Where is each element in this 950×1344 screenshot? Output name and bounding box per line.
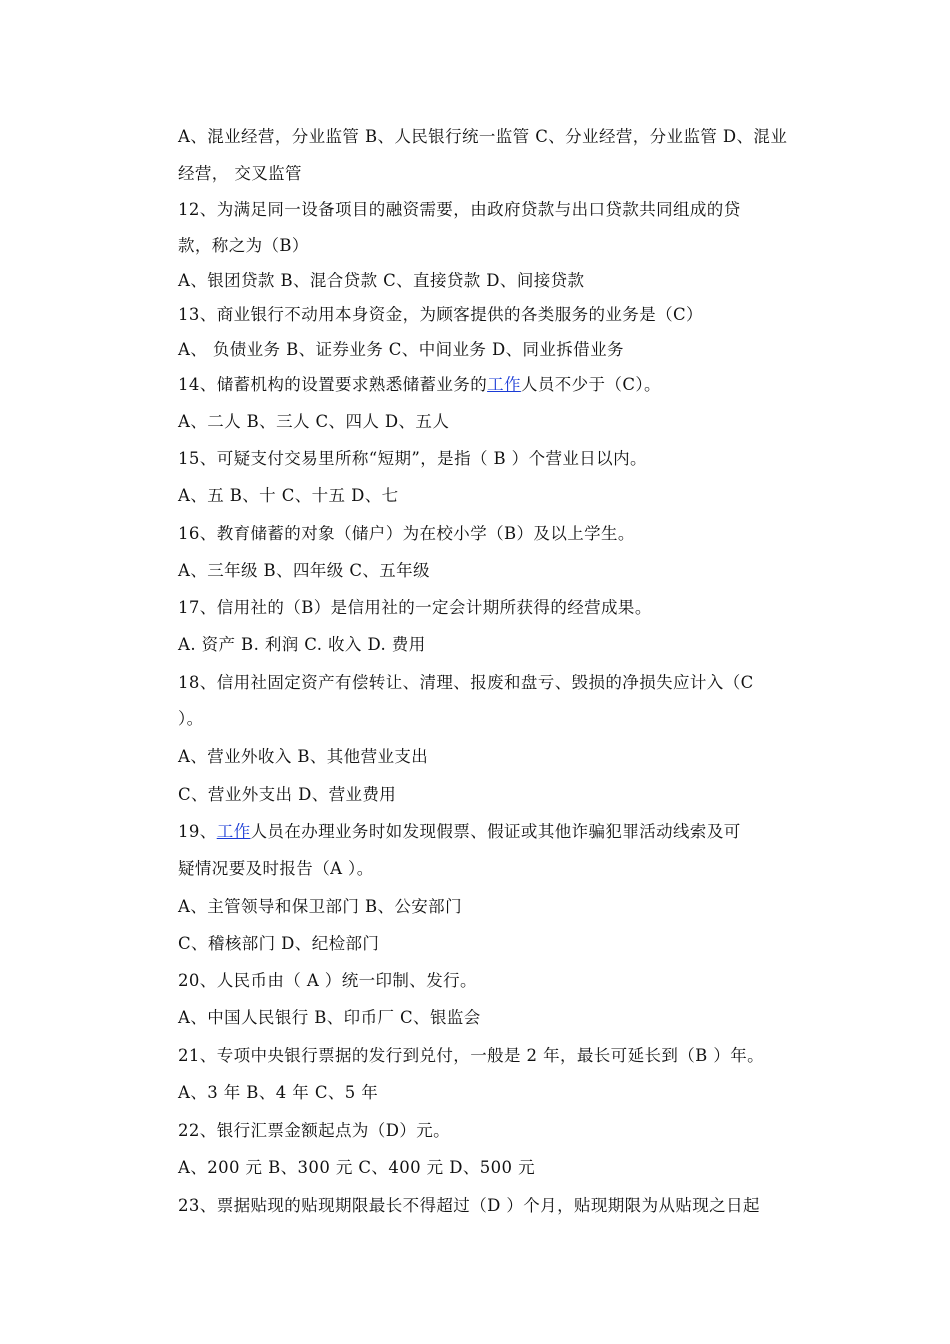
options-17: A. 资产 B. 利润 C. 收入 D. 费用 (178, 635, 426, 654)
question-12: 12、为满足同一设备项目的融资需要，由政府贷款与出口贷款共同组成的贷 (178, 200, 741, 219)
question-21: 21、专项中央银行票据的发行到兑付，一般是 2 年，最长可延长到（B ）年。 (178, 1046, 765, 1065)
text-line: 经营， 交叉监管 (178, 164, 302, 183)
options-16: A、三年级 B、四年级 C、五年级 (178, 561, 430, 580)
question-16: 16、教育储蓄的对象（储户）为在校小学（B）及以上学生。 (178, 524, 635, 543)
question-17: 17、信用社的（B）是信用社的一定会计期所获得的经营成果。 (178, 598, 652, 617)
text-segment: 14、储蓄机构的设置要求熟悉储蓄业务的 (178, 375, 488, 394)
options-14: A、二人 B、三人 C、四人 D、五人 (178, 412, 450, 431)
question-18: 18、信用社固定资产有偿转让、清理、报废和盘亏、毁损的净损失应计入（C (178, 673, 754, 692)
options-18-a: A、营业外收入 B、其他营业支出 (178, 747, 429, 766)
work-link[interactable]: 工作 (216, 822, 251, 841)
work-link[interactable]: 工作 (487, 375, 521, 394)
options-15: A、五 B、十 C、十五 D、七 (178, 486, 399, 505)
question-14 (178, 374, 818, 396)
text-line: 款，称之为（B） (178, 236, 309, 255)
question-22: 22、银行汇票金额起点为（D）元。 (178, 1121, 451, 1140)
text-line: 疑情况要及时报告（A ）。 (178, 859, 374, 878)
options-19-a: A、主管领导和保卫部门 B、公安部门 (178, 897, 462, 916)
options-22: A、200 元 B、300 元 C、400 元 D、500 元 (178, 1158, 535, 1177)
text-line: A、混业经营，分业监管 B、人民银行统一监管 C、分业经营，分业监管 D、混业 (178, 127, 788, 146)
options-13: A、 负债业务 B、证券业务 C、中间业务 D、同业拆借业务 (178, 340, 624, 359)
options-19-c: C、稽核部门 D、纪检部门 (178, 934, 380, 953)
question-13: 13、商业银行不动用本身资金，为顾客提供的各类服务的业务是（C） (178, 305, 703, 324)
options-20: A、中国人民银行 B、印币厂 C、银监会 (178, 1008, 481, 1027)
question-19 (178, 821, 818, 843)
text-segment: 人员不少于（C）。 (520, 375, 661, 394)
options-21: A、3 年 B、4 年 C、5 年 (178, 1083, 379, 1102)
question-23: 23、票据贴现的贴现期限最长不得超过（D ）个月，贴现期限为从贴现之日起 (178, 1196, 760, 1215)
question-15: 15、可疑支付交易里所称“短期”，是指（ B ）个营业日以内。 (178, 449, 647, 468)
options-12: A、银团贷款 B、混合贷款 C、直接贷款 D、间接贷款 (178, 271, 585, 290)
question-20: 20、人民币由（ A ）统一印制、发行。 (178, 971, 477, 990)
text-segment: 人员在办理业务时如发现假票、假证或其他诈骗犯罪活动线索及可 (250, 822, 741, 841)
text-segment: 19、 (178, 822, 217, 841)
options-18-c: C、营业外支出 D、营业费用 (178, 785, 397, 804)
text-line: ）。 (178, 709, 204, 728)
